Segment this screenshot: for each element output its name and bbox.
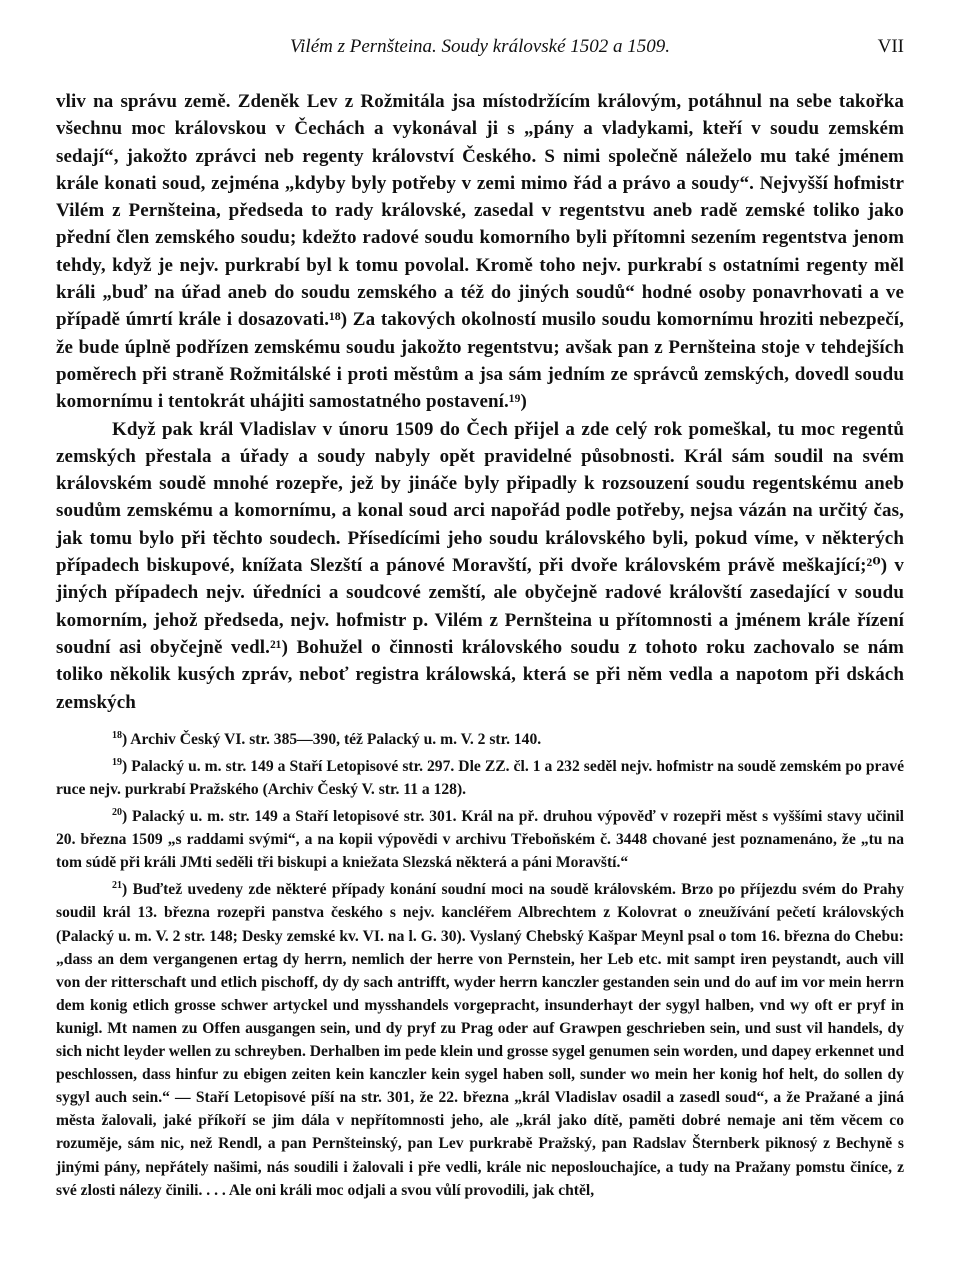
footnotes bbox=[56, 728, 904, 1202]
page bbox=[56, 34, 904, 1206]
footnote-text: Buďtež uvedeny zde některé případy konání soudní moci na soudě královském. Brzo po příjezdu svém do Prahy soudil král 13. března rozepři panstva českého s nejv. kancléřem Albrechtem z Kolovrat o zneužívání pečetí královských (Palacký u. m. V. 2 str. 148; Desky zemské kv. VI. na l. G. 30). Vyslaný Chebský Kašpar Meynl psal o tom 16. března do Chebu: „dass an dem vergangenen ertag dy herrn, nemlich der herre von Pernstein, her Leb etc. mit sampt iren peystandt, auch vill von der ritterschaft und etlich pischoff, dy dy sach antrifft, wyder herrn kanczler gestanden sein und do auf im vor mein herrn dem konig etlich grosse schwer artyckel und mysshandels vorgepracht, insunderhayt der sygyl halben, vnd wy oft er pryf in kunigl. Mt namen zu Offen ausgangen sein, und dy pryf zu Prag oder auf Grawpen geschrieben sein, und sust vil handels, dy sich nicht leyder wellen zu schreyben. Derhalben im pede klein und grosse sygel genumen sein worden, und dapey erkennet und peschlossen, dass hinfur zu ebigen zeiten kein kanczler kein sygel haben soll, sunder wo mein her konig hof helt, do sollen dy sygyl auch sein.“ — Staří Letopisové píší na str. 301, že 22. března „král Vladislav osadil a zasedl soud“, a že Pražané a jiná města žalovali, jaké příkoří se jim dála v nepřítomnosti jeho, ale „král jako dítě, paměti dobré nemaje ani těm věcem co rozuměje, sám nic, než Rendl, a pan Pernšteinský, pan Lev purkrabě Pražský, pan Radslav Šternberk piknosý z Bechyně s jinými pány, nepřátely našimi, nás soudili i žalovali i pře vedli, krále nic neposlouchajíce, a tudy na Pražany pomstu činíce, z své zlosti nálezy činili. . . . Ale oni králi moc odjali a svou vůlí provodili, jak chtěl, bbox=[56, 881, 904, 1199]
running-title: Vilém z Pernšteina. Soudy královské 1502 a 1509. bbox=[289, 36, 671, 57]
main-text bbox=[56, 88, 904, 716]
footnote-text: Palacký u. m. str. 149 a Staří Letopisové str. 297. Dle ZZ. čl. 1 a 232 seděl nejv. hofmistr na soudě zemském po pravé ruce nejv. purkrabí Pražského (Archiv Český V. str. 11 a 128). bbox=[56, 757, 904, 799]
footnote-20: $^{20}$) Palacký u. m. str. 149 a Staří letopisové str. 301. Král na př. druhou výpověď v rozepři měst s vyššími stavy učinil 20. března 1509 „s raddami svými“, a na kopii výpovědi v archivu Třeboňském č. 3448 chované jest poznamenáno, že „tu na tom súdě při králi JMti seděli tři biskupi a kniežata Slezská některá a páni Moravští.“ bbox=[56, 806, 904, 872]
footnote-19: $^{19}$) Palacký u. m. str. 149 a Staří Letopisové str. 297. Dle ZZ. čl. 1 a 232 seděl nejv. hofmistr na soudě zemském po pravé ruce nejv. purkrabí Pražského (Archiv Český V. str. 11 a 128). bbox=[56, 756, 904, 799]
paragraph: vliv na správu země. Zdeněk Lev z Rožmitála jsa místodržícím královým, potáhnul na sebe takořka všechnu moc královskou v Čechách a vykonával ji s „pány a vladykami, kteří v soudu zemském sedají“, jakožto zprávci neb regenty království Českého. S nimi společně náleželo mu také jménem krále konati soud, zejména „kdyby byly potřeby v zemi mimo řád a právo a soudy“. Nejvyšší hofmistr Vilém z Pernšteina, předseda to rady královské, zasedal v regentstvu aneb radě zemské toliko jako přední člen zemského soudu; kdežto radové soudu komorního byli přítomni sezením regentstva jenom tehdy, když je nejv. purkrabí byl k tomu povolal. Kromě toho nejv. purkrabí s ostatními regenty měl králi „buď na úřad aneb do soudu zemského a též do jiných soudů“ hodné osoby ponavrhovati a ve případě úmrtí krále i dosazovati.¹⁸) Za takových okolností musilo soudu komornímu hroziti nebezpečí, že bude úplně podřízen zemskému soudu jakožto regentstvu; avšak pan z Pernšteina stoje v tehdejších poměrech při straně Rožmitálské i proti městům a jsa sám jedním ze správců zemských, dovedl soudu komornímu i tentokrát uhájiti samostatného postavení.¹⁹) bbox=[56, 91, 904, 413]
page-number: VII bbox=[877, 36, 904, 57]
footnote-mark: 20 bbox=[112, 806, 122, 818]
footnote-text: Archiv Český VI. str. 385—390, též Palacký u. m. V. 2 str. 140. bbox=[130, 730, 542, 748]
footnote-mark: 19 bbox=[112, 756, 122, 768]
footnote-mark: 18 bbox=[112, 729, 122, 741]
footnote-21: $^{21}$) Buďtež uvedeny zde některé případy konání soudní moci na soudě královském. Brzo po příjezdu svém do Prahy soudil král 13. března rozepři panstva českého s nejv. kancléřem Albrechtem z Kolovrat o zneužívání pečetí královských (Palacký u. m. V. 2 str. 148; Desky zemské kv. VI. na l. G. 30). Vyslaný Chebský Kašpar Meynl psal o tom 16. března do Chebu: „dass an dem vergangenen ertag dy herrn, nemlich der herre von Pernstein, her Leb etc. mit sampt iren peystandt, auch vill von der ritterschaft und etlich pischoff, dy dy sach antrifft, wyder herrn kanczler gestanden sein und do auf im vor mein herrn dem konig etlich grosse schwer artyckel und mysshandels vorgepracht, insunderhayt der sygyl halben, vnd wy oft er pryf in kunigl. Mt namen zu Offen ausgangen sein, und dy pryf zu Prag oder auf Grawpen geschrieben sein, und sust vil handels, dy sich nicht leyder wellen zu schreyben. Derhalben im pede klein und grosse sygel genumen sein worden, und dapey erkennet und peschlossen, dass hinfur zu ebigen zeiten kein kanczler kein sygel haben soll, sunder wo mein her konig hof helt, do sollen dy sygyl auch sein.“ — Staří Letopisové píší na str. 301, že 22. března „král Vladislav osadil a zasedl soud“, a že Pražané a jiná města žalovali, jaké příkoří se jim dála v nepřítomnosti jeho, ale „král jako dítě, paměti dobré nemaje ani těm věcem co rozuměje, sám nic, než Rendl, a pan Pernšteinský, pan Lev purkrabě Pražský, pan Radslav Šternberk piknosý z Bechyně s jinými pány, nepřátely našimi, nás soudili i žalovali i pře vedli, krále nic neposlouchajíce, a tudy na Pražany pomstu činíce, z své zlosti nálezy činili. . . . Ale oni králi moc odjali a svou vůlí provodili, jak chtěl, bbox=[56, 880, 904, 1199]
footnote-mark: 21 bbox=[112, 880, 122, 892]
page-header bbox=[56, 34, 904, 64]
footnote-18: $^{18}$) Archiv Český VI. str. 385—390, též Palacký u. m. V. 2 str. 140. bbox=[112, 729, 542, 748]
paragraph: Když pak král Vladislav v únoru 1509 do Čech přijel a zde celý rok pomeškal, tu moc regentů zemských přestala a úřady a soudy nabyly opět pravidelné působnosti. Král sám soudil na svém královském soudě mnohé rozepře, jež by jináče byly připadly k rozsouzení soudu regentskému aneb soudům zemskému a komornímu, a konal soud arci napořád podle potřeby, nejsa vázán na určitý čas, jak tomu bylo při těchto soudech. Přísedícími jeho soudu královského byli, pokud víme, v některých případech biskupové, knížata Slezští a pánové Moravští, při dvoře královském právě meškající;²⁰) v jiných případech nejv. úředníci a soudcové zemští, ale obyčejně radové královští zasedající v soudu komorním, jehož předseda, nejv. hofmistr p. Vilém z Pernšteina u přítomnosti a jménem krále řízení soudní asi obyčejně vedl.²¹) Bohužel o činnosti královského soudu z tohoto roku zachovalo se nám toliko několik kusých zpráv, neboť registra králowská, která se při něm vedla a napotom při dskách zemských bbox=[56, 418, 904, 713]
footnote-text: Palacký u. m. str. 149 a Staří letopisové str. 301. Král na př. druhou výpověď v rozepři měst s vyššími stavy učinil 20. března 1509 „s raddami svými“, a na kopii výpovědi v archivu Třeboňském č. 3448 chované jest poznamenáno, že „tu na tom súdě při králi JMti seděli tři biskupi a kniežata Slezská některá a páni Moravští.“ bbox=[56, 808, 904, 872]
